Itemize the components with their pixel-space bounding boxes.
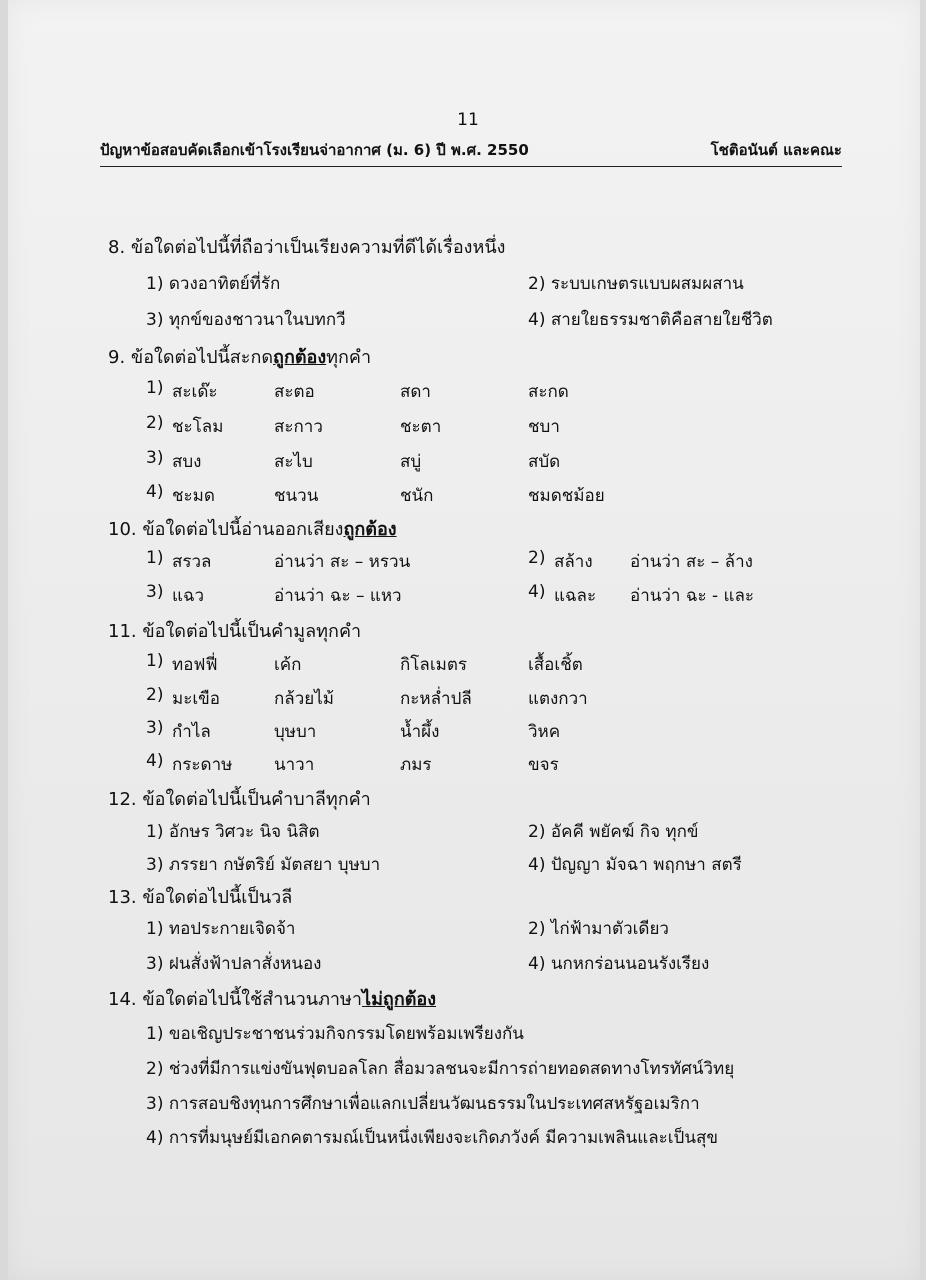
question-number: 11. bbox=[108, 621, 137, 642]
q13-option-4: 4) นกหกร่อนนอนรังเรียง bbox=[528, 954, 710, 974]
question-text: ข้อใดต่อไปนี้เป็นคำบาลีทุกคำ bbox=[142, 789, 371, 810]
question-text: ข้อใดต่อไปนี้อ่านออกเสียง bbox=[142, 519, 344, 540]
question-12 bbox=[108, 784, 371, 813]
q14-option-1: 1) ขอเชิญประชาชนร่วมกิจกรรมโดยพร้อมเพรียงกัน bbox=[146, 1024, 524, 1044]
question-number: 10. bbox=[108, 519, 137, 540]
question-11 bbox=[108, 616, 361, 645]
question-text: ข้อใดต่อไปนี้ใช้สำนวนภาษา bbox=[142, 989, 363, 1010]
q8-option-4: 4) สายใยธรรมชาติคือสายใยชีวิต bbox=[528, 310, 773, 330]
question-number: 8. bbox=[108, 237, 126, 258]
question-9 bbox=[108, 342, 371, 371]
q14-option-2: 2) ช่วงที่มีการแข่งขันฟุตบอลโลก สื่อมวลชนจะมีการถ่ายทอดสดทางโทรทัศน์วิทยุ bbox=[146, 1059, 735, 1079]
question-number: 14. bbox=[108, 989, 137, 1010]
question-emphasis: ถูกต้อง bbox=[273, 347, 327, 368]
q12-option-3: 3) ภรรยา กษัตริย์ มัตสยา บุษบา bbox=[146, 855, 381, 875]
q8-option-3: 3) ทุกข์ของชาวนาในบทกวี bbox=[146, 310, 346, 330]
question-13 bbox=[108, 882, 292, 911]
page-header bbox=[100, 138, 842, 167]
question-text-end: ทุกคำ bbox=[326, 347, 372, 368]
q12-option-4: 4) ปัญญา มัจฉา พฤกษา สตรี bbox=[528, 855, 742, 875]
page-sheet: 11 ปัญหาข้อสอบคัดเลือกเข้าโรงเรียนจ่าอากาศ (ม. 6) ปี พ.ศ. 2550 โชติอนันต์ และคณะ 8. ข้อใดต่อไปนี้ที่ถือว่าเป็นเรียงความที่ดีได้เรื่องหนึ่ง 1) ดวงอาทิตย์ที่รัก 2) ระบบเกษตรแบบผสมผสาน 3) ทุกข์ของชาวนาในบทกวี 4) สายใยธรรมชาติคือสายใยชีวิต 9. ข้อใดต่อไปนี้สะกดถูกต้องทุกคำ 1) สะเด๊ะ สะตอ สดา สะกด 2) ชะโลม สะกาว ชะตา ชบา 3) สบง สะไบ สบู่ สบัด 4) ชะมด ชนวน ชนัก ชมดชม้อย 10. ข้อใดต่อไปนี้อ่านออกเสียงถูกต้อง 1) สรวล อ่านว่า สะ – หรวน 2) สล้าง อ่านว่า สะ – ล้าง 3) แฉว อ่านว่า ฉะ – แหว 4) แฉละ อ่านว่า ฉะ - และ 11. ข้อใดต่อไปนี้เป็นคำมูลทุกคำ 1) ทอฟฟี่ เค้ก กิโลเมตร เสื้อเชิ้ต 2) มะเขือ กล้วยไม้ กะหล่ำปลี แตงกวา 3) กำไล บุษบา น้ำผึ้ง วิหค 4) กระดาษ นาวา ภมร ขจร 12. ข้อใดต่อไปนี้เป็นคำบาลีทุกคำ 1) อักษร วิศวะ นิจ นิสิต 2) อัคคี พยัคฆ์ กิจ ทุกข์ 3) ภรรยา กษัตริย์ มัตสยา บุษบา 4) ปัญญา มัจฉา พฤกษา สตรี 13. ข้อใดต่อไปนี้เป็นวลี 1) ทอประกายเจิดจ้า 2) ไก่ฟ้ามาตัวเดียว 3) ฝนสั่งฟ้าปลาสั่งหนอง 4) นกหกร่อนนอนรังเรียง 14. ข้อใดต่อไปนี้ใช้สำนวนภาษาไม่ถูกต้อง 1) ขอเชิญประชาชนร่วมกิจกรรมโดยพร้อมเพรียงกัน 2) ช่วงที่มีการแข่งขันฟุตบอลโลก สื่อมวลชนจะมีการถ่ายทอดสดทางโทรทัศน์วิทยุ 3) การสอบชิงทุนการศึกษาเพื่อแลกเปลี่ยนวัฒนธรรมในประเทศสหรัฐอเมริกา 4) การที่มนุษย์มีเอกคตารมณ์เป็นหนึ่งเพียงจะเกิดภวังค์ มีความเพลินและเป็นสุข bbox=[8, 0, 920, 1280]
question-number: 9. bbox=[108, 347, 126, 368]
q13-option-3: 3) ฝนสั่งฟ้าปลาสั่งหนอง bbox=[146, 954, 322, 974]
q12-option-1: 1) อักษร วิศวะ นิจ นิสิต bbox=[146, 822, 320, 842]
question-emphasis: ถูกต้อง bbox=[343, 519, 397, 540]
q14-option-4: 4) การที่มนุษย์มีเอกคตารมณ์เป็นหนึ่งเพียงจะเกิดภวังค์ มีความเพลินและเป็นสุข bbox=[146, 1128, 718, 1148]
q14-option-3: 3) การสอบชิงทุนการศึกษาเพื่อแลกเปลี่ยนวัฒนธรรมในประเทศสหรัฐอเมริกา bbox=[146, 1094, 700, 1114]
question-number: 12. bbox=[108, 789, 137, 810]
q12-option-2: 2) อัคคี พยัคฆ์ กิจ ทุกข์ bbox=[528, 822, 699, 842]
q8-option-1: 1) ดวงอาทิตย์ที่รัก bbox=[146, 274, 281, 294]
header-title: ปัญหาข้อสอบคัดเลือกเข้าโรงเรียนจ่าอากาศ (ม. 6) ปี พ.ศ. 2550 bbox=[100, 141, 529, 159]
question-text: ข้อใดต่อไปนี้เป็นคำมูลทุกคำ bbox=[142, 621, 362, 642]
question-text: ข้อใดต่อไปนี้สะกด bbox=[130, 347, 274, 368]
q13-option-1: 1) ทอประกายเจิดจ้า bbox=[146, 919, 296, 939]
question-14 bbox=[108, 984, 436, 1013]
question-10 bbox=[108, 514, 397, 543]
question-text: ข้อใดต่อไปนี้ที่ถือว่าเป็นเรียงความที่ดีได้เรื่องหนึ่ง bbox=[130, 237, 506, 258]
question-8 bbox=[108, 232, 505, 261]
page-number: 11 bbox=[457, 110, 479, 130]
q13-option-2: 2) ไก่ฟ้ามาตัวเดียว bbox=[528, 919, 669, 939]
question-number: 13. bbox=[108, 887, 137, 908]
q8-option-2: 2) ระบบเกษตรแบบผสมผสาน bbox=[528, 274, 744, 294]
header-authors: โชติอนันต์ และคณะ bbox=[710, 141, 842, 159]
question-text: ข้อใดต่อไปนี้เป็นวลี bbox=[142, 887, 293, 908]
question-emphasis: ไม่ถูกต้อง bbox=[362, 989, 437, 1010]
